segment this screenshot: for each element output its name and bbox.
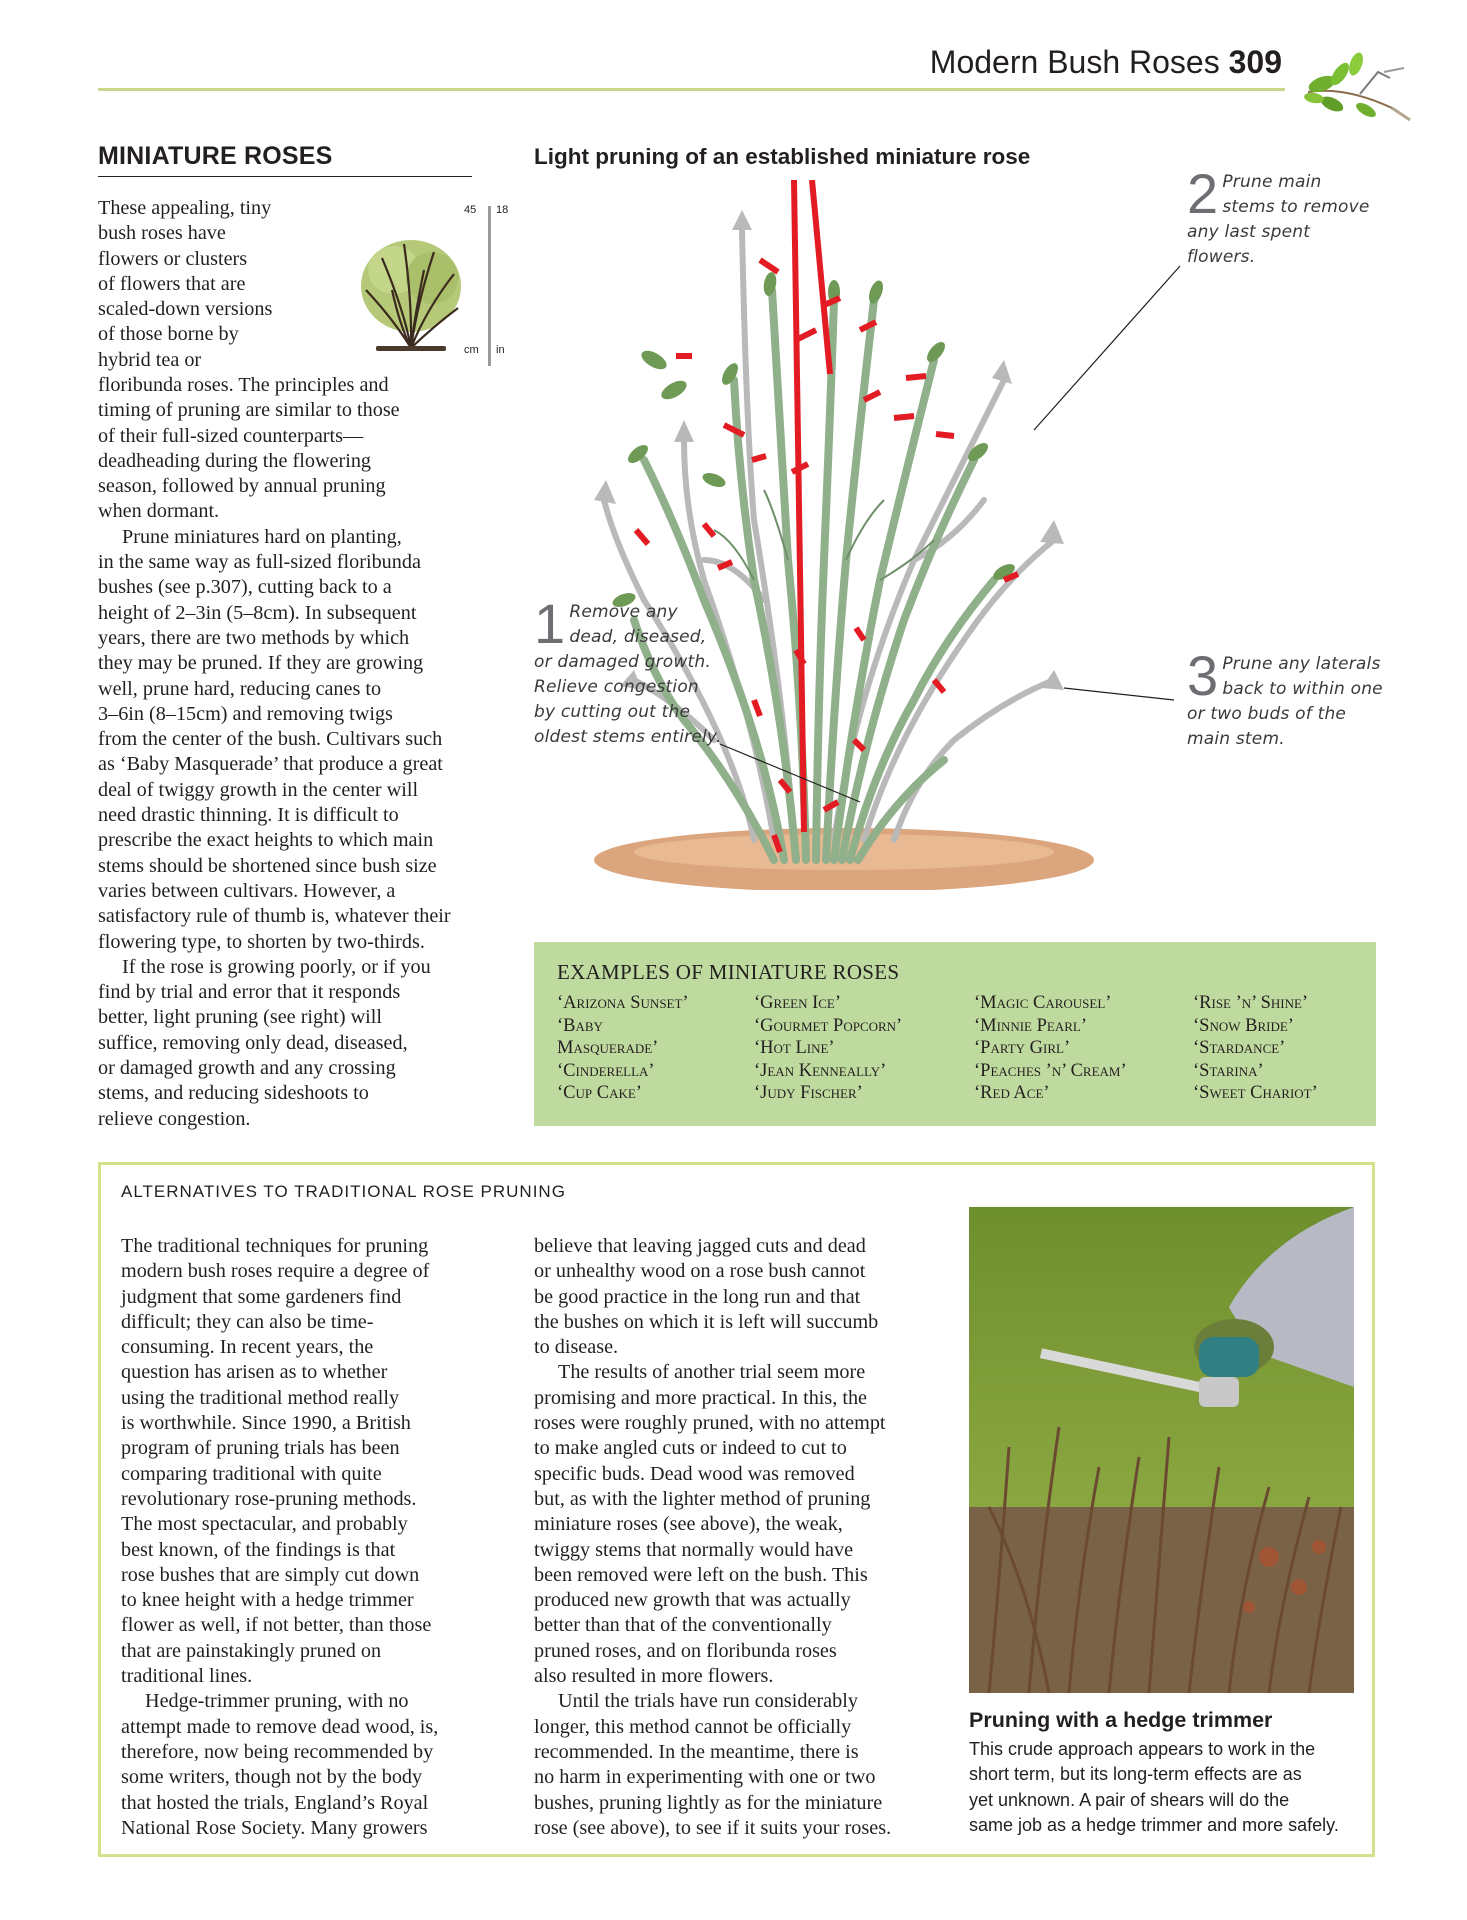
text-line: to make angled cuts or indeed to cut to [534,1437,847,1460]
examples-column-1 [557,992,689,1105]
text-line: scaled-down versions [98,298,273,321]
rose-cultivar: ‘Green Ice’ [754,993,842,1013]
text-line: stems should be shortened since bush size [98,854,437,877]
text-line: some writers, though not by the body [121,1766,423,1789]
rose-cultivar: ‘Snow Bride’ [1193,1015,1294,1036]
text-line: therefore, now being recommended by [121,1740,434,1763]
text-line: find by trial and error that it responds [98,981,401,1004]
text-line: season, followed by annual pruning [98,475,386,498]
text-line: years, there are two methods by which [98,626,410,649]
text-line: from the center of the bush. Cultivars such [98,728,443,751]
text-line: suffice, removing only dead, diseased, [98,1031,408,1054]
rose-cultivar: ‘Party Girl’ [974,1038,1071,1058]
text-line: or damaged growth and any crossing [98,1057,396,1080]
text-line: been removed were left on the bush. This [534,1563,868,1586]
examples-column-4 [1193,992,1318,1105]
text-line: of their full-sized counterparts— [98,424,364,447]
callout-line: back to within one [1222,679,1383,699]
text-line: as ‘Baby Masquerade’ that produce a great [98,753,443,776]
callout-number: 2 [1187,162,1219,225]
text-line: The most spectacular, and probably [121,1513,408,1536]
rose-cultivar: Masquerade’ [557,1038,659,1058]
examples-heading: EXAMPLES OF MINIATURE ROSES [557,960,900,984]
text-line: but, as with the lighter method of pruning [534,1487,871,1510]
text-line: be good practice in the long run and that [534,1285,861,1308]
text-line: 3–6in (8–15cm) and removing twigs [98,702,393,725]
callout-line: flowers. [1187,247,1256,267]
text-line: to knee height with a hedge trimmer [121,1589,414,1612]
hedge-trimmer-photo [969,1207,1354,1693]
text-line: satisfactory rule of thumb is, whatever their [98,905,451,928]
text-line: bushes (see p.307), cutting back to a [98,576,392,599]
rose-cultivar: ‘Minnie Pearl’ [974,1015,1088,1036]
rose-cultivar: ‘Peaches ’n’ Cream’ [974,1060,1127,1081]
photo-caption-title: Pruning with a hedge trimmer [969,1708,1273,1732]
text-line: hybrid tea or [98,348,202,371]
scale-unit-cm: cm [464,344,479,356]
text-line: comparing traditional with quite [121,1462,382,1485]
text-line: that hosted the trials, England’s Royal [121,1791,429,1814]
text-line: consuming. In recent years, the [121,1336,374,1359]
text-line: believe that leaving jagged cuts and dead [534,1235,866,1257]
heading-rule [98,176,472,177]
callout-line: Prune any laterals [1222,654,1381,674]
text-line: flowers or clusters [98,247,248,270]
scale-top-cm: 45 [464,204,477,216]
rose-cultivar: ‘Stardance’ [1193,1038,1286,1058]
rose-cultivar: ‘Cup Cake’ [557,1083,642,1103]
text-line: relieve congestion. [98,1107,251,1130]
callout-line: Relieve congestion [534,677,699,697]
text-line: that are painstakingly pruned on [121,1639,382,1662]
text-line: rose bushes that are simply cut down [121,1563,420,1586]
examples-column-2 [754,992,902,1105]
text-line: miniature roses (see above), the weak, [534,1513,843,1536]
text-line: judgment that some gardeners find [121,1285,402,1308]
text-line: National Rose Society. Many growers [121,1816,428,1839]
scale-unit-in: in [496,344,505,356]
diagram-title: Light pruning of an established miniature rose [534,144,1031,169]
text-line: to disease. [534,1336,619,1359]
section-heading: MINIATURE ROSES [98,142,333,170]
scale-top-in: 18 [496,204,509,216]
rose-sprig-icon [1300,34,1420,130]
text-line: question has arisen as to whether [121,1361,388,1384]
scale-bar [488,206,491,366]
text-line: difficult; they can also be time- [121,1310,374,1333]
text-line: stems, and reducing sideshoots to [98,1082,369,1105]
callout-number: 1 [534,592,566,655]
callout-line: Remove any [569,602,678,622]
rose-cultivar: ‘Red Ace’ [974,1083,1050,1103]
text-line: of flowers that are [98,272,246,295]
text-line: The traditional techniques for pruning [121,1235,429,1257]
text-line: better, light pruning (see right) will [98,1006,382,1029]
text-line: or unhealthy wood on a rose bush cannot [534,1260,866,1283]
text-line: they may be pruned. If they are growing [98,652,424,675]
caption-line: same job as a hedge trimmer and more safely. [969,1814,1339,1835]
miniature-rose-thumbnail [354,230,468,358]
alternatives-column-2 [534,1234,891,1841]
text-line: longer, this method cannot be officially [534,1715,852,1738]
text-line: floribunda roses. The principles and [98,374,389,396]
text-line: Until the trials have run considerably [558,1690,858,1713]
text-line: These appealing, tiny [98,197,272,219]
rose-cultivar: ‘Rise ’n’ Shine’ [1193,993,1309,1013]
alternatives-heading: ALTERNATIVES TO TRADITIONAL ROSE PRUNING [121,1182,566,1201]
rose-cultivar: ‘Starina’ [1193,1060,1264,1081]
text-line: Prune miniatures hard on planting, [122,525,402,548]
callout-2 [1187,162,1370,270]
callout-1 [534,592,722,750]
rose-cultivar: ‘Judy Fischer’ [754,1083,863,1103]
caption-line: This crude approach appears to work in the [969,1739,1316,1759]
page-number: 309 [1228,44,1282,80]
text-line: traditional lines. [121,1665,253,1688]
rose-cultivar: ‘Gourmet Popcorn’ [754,1015,903,1036]
callout-line: or two buds of the [1187,704,1347,724]
text-line: flowering type, to shorten by two-thirds. [98,930,425,953]
text-line: If the rose is growing poorly, or if you [122,955,431,978]
text-line: deal of twiggy growth in the center will [98,778,419,801]
text-line: when dormant. [98,500,220,523]
text-line: timing of pruning are similar to those [98,399,400,422]
text-line: varies between cultivars. However, a [98,879,396,902]
text-line: The results of another trial seem more [558,1361,866,1384]
text-line: bushes, pruning lightly as for the miniature [534,1791,883,1814]
callout-line: oldest stems entirely. [534,727,722,747]
text-line: is worthwhile. Since 1990, a British [121,1412,411,1435]
text-line: bush roses have [98,222,226,245]
text-line: modern bush roses require a degree of [121,1260,430,1283]
text-line: also resulted in more flowers. [534,1665,774,1688]
rose-cultivar: ‘Arizona Sunset’ [557,993,689,1013]
rose-cultivar: ‘Magic Carousel’ [974,993,1112,1013]
running-title: Modern Bush Roses [929,44,1220,80]
rose-pruning-illustration [534,180,1398,890]
callout-line: dead, diseased, [569,627,707,647]
rose-cultivar: ‘Sweet Chariot’ [1193,1083,1318,1103]
text-line: prescribe the exact heights to which main [98,829,434,852]
callout-3 [1187,644,1383,752]
text-line: recommended. In the meantime, there is [534,1740,859,1763]
intro-paragraph-narrow [98,196,272,373]
callout-number: 3 [1187,644,1219,707]
text-line: using the traditional method really [121,1386,400,1409]
text-line: program of pruning trials has been [121,1437,400,1460]
callout-line: by cutting out the [534,702,691,722]
text-line: rose (see above), to see if it suits your roses. [534,1816,892,1839]
caption-line: yet unknown. A pair of shears will do the [969,1789,1290,1810]
text-line: well, prune hard, reducing canes to [98,677,382,700]
text-line: best known, of the findings is that [121,1538,396,1561]
rose-cultivar: ‘Baby [557,1015,603,1036]
text-line: no harm in experimenting with one or two [534,1766,876,1789]
text-line: produced new growth that was actually [534,1589,851,1612]
text-line: roses were roughly pruned, with no attempt [534,1412,886,1435]
rose-cultivar: ‘Jean Kenneally’ [754,1060,887,1081]
text-line: promising and more practical. In this, the [534,1386,868,1409]
header-rule [98,88,1285,91]
text-line: height of 2–3in (5–8cm). In subsequent [98,601,417,624]
alternatives-column-1 [121,1234,438,1841]
text-line: twiggy stems that normally would have [534,1538,854,1561]
text-line: need drastic thinning. It is difficult to [98,804,399,827]
text-line: deadheading during the flowering [98,449,372,472]
text-line: Hedge-trimmer pruning, with no [145,1690,409,1713]
text-line: flower as well, if not better, than those [121,1614,432,1637]
rose-cultivar: ‘Hot Line’ [754,1038,835,1058]
text-line: pruned roses, and on floribunda roses [534,1639,837,1662]
examples-column-3 [974,992,1127,1105]
callout-line: Prune main [1222,172,1322,192]
intro-paragraph-wide [98,373,451,1132]
photo-caption [969,1737,1339,1838]
text-line: the bushes on which it is left will succumb [534,1310,879,1333]
text-line: better than that of the conventionally [534,1614,832,1637]
caption-line: short term, but its long-term effects are as [969,1764,1302,1785]
callout-line: any last spent [1187,222,1311,242]
callout-line: or damaged growth. [534,652,711,672]
callout-line: stems to remove [1222,197,1370,217]
running-head [0,44,1282,81]
text-line: attempt made to remove dead wood, is, [121,1715,439,1738]
text-line: revolutionary rose-pruning methods. [121,1487,417,1510]
callout-line: main stem. [1187,729,1285,749]
text-line: specific buds. Dead wood was removed [534,1462,855,1485]
rose-cultivar: ‘Cinderella’ [557,1060,655,1081]
text-line: in the same way as full-sized floribunda [98,551,421,574]
text-line: of those borne by [98,323,239,346]
